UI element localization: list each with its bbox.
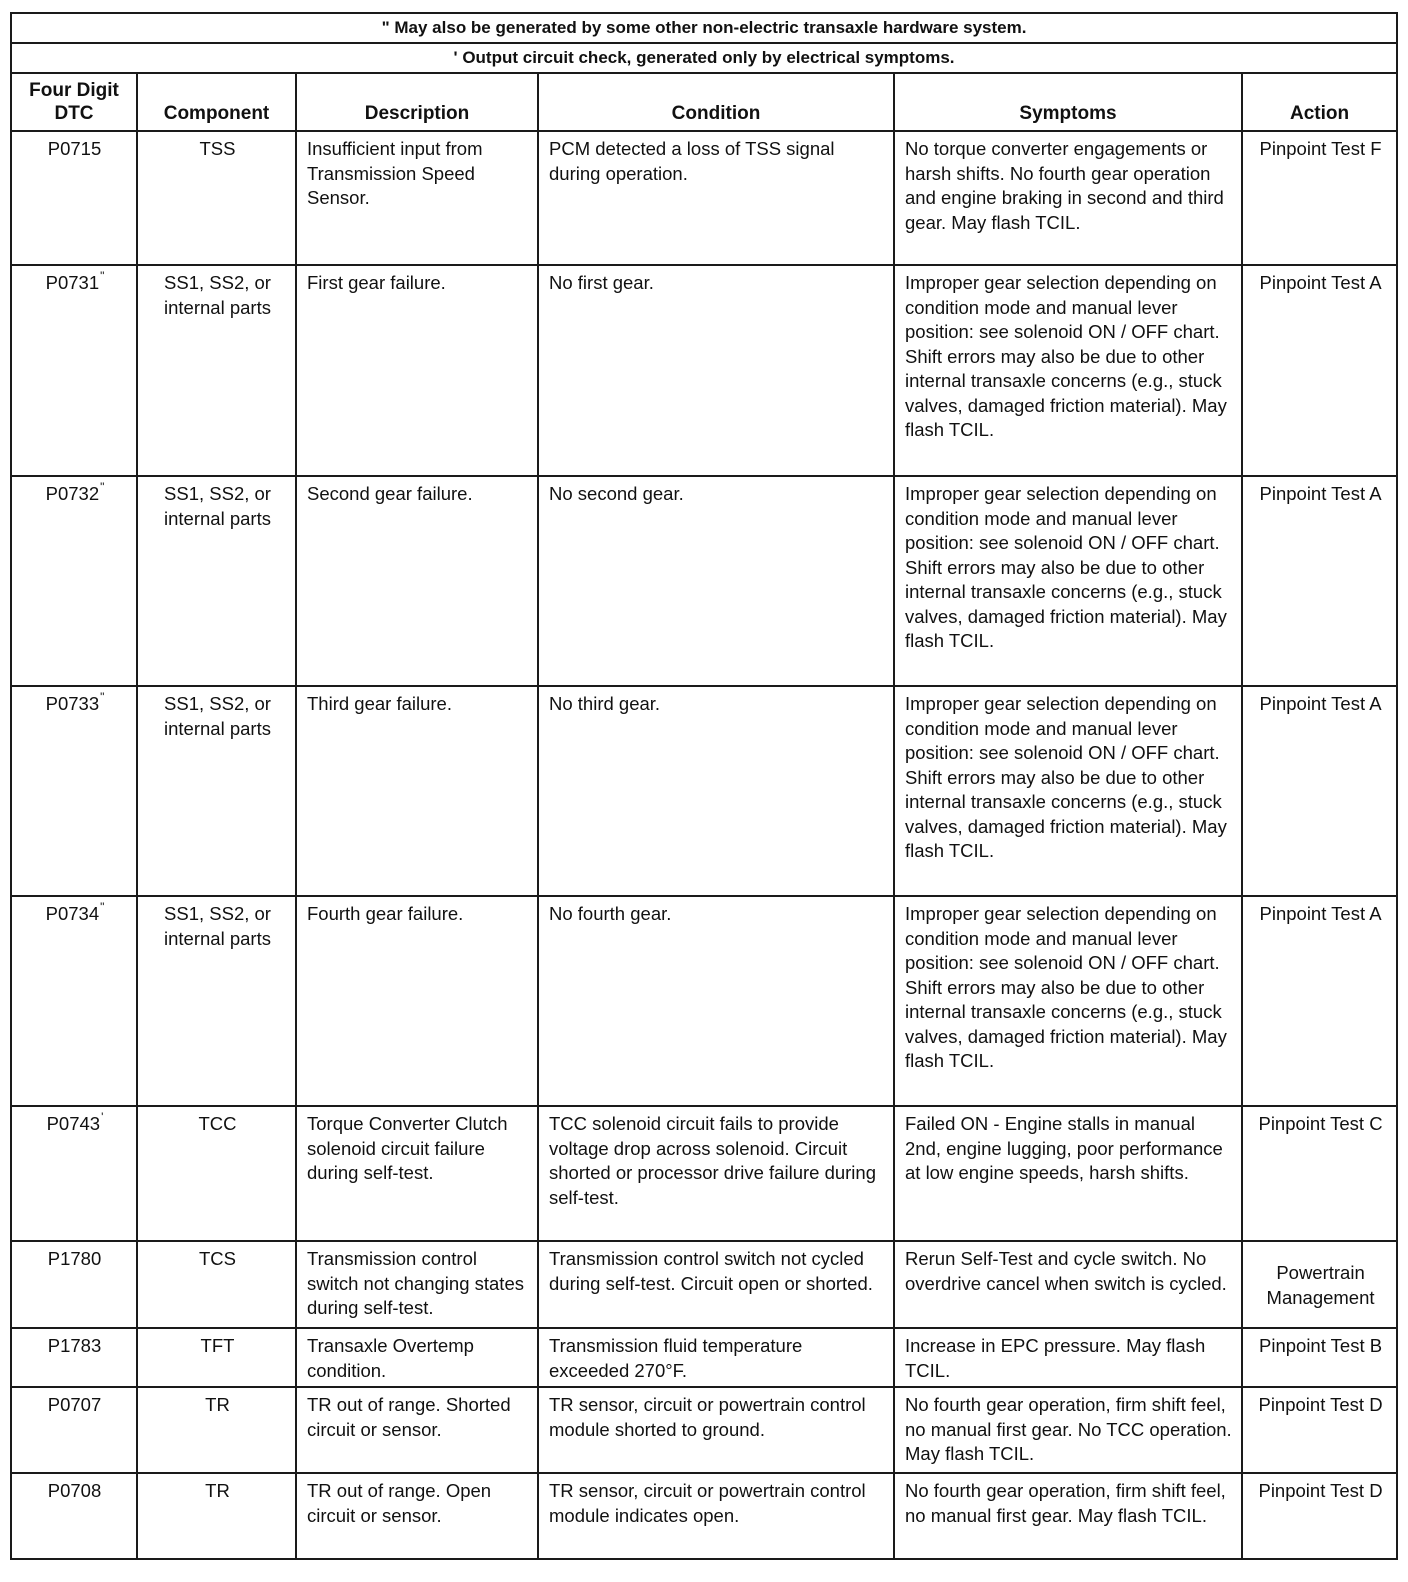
component-cell: TFT — [137, 1328, 296, 1387]
dtc-table-container — [10, 12, 1396, 1560]
description-cell: Third gear failure. — [296, 686, 538, 896]
action-cell: Pinpoint Test D — [1242, 1387, 1397, 1473]
dtc-code: P0708 — [47, 1480, 102, 1501]
dtc-cell — [11, 686, 137, 896]
action-cell: Pinpoint Test D — [1242, 1473, 1397, 1559]
dtc-code: P0715 — [47, 138, 102, 159]
action-cell: Pinpoint Test F — [1242, 131, 1397, 265]
header-action: Action — [1242, 73, 1397, 131]
dtc-cell — [11, 265, 137, 476]
dtc-cell — [11, 1473, 137, 1559]
action-cell: Pinpoint Test A — [1242, 896, 1397, 1106]
condition-cell: Transmission fluid temperature exceeded 270°F. — [538, 1328, 894, 1387]
condition-cell: TR sensor, circuit or powertrain control module shorted to ground. — [538, 1387, 894, 1473]
header-row — [11, 73, 1397, 131]
note-row-1 — [11, 13, 1397, 43]
component-cell: SS1, SS2, or internal parts — [137, 896, 296, 1106]
header-symptoms: Symptoms — [894, 73, 1242, 131]
dtc-mark: " — [100, 689, 105, 704]
note-electrical: ' Output circuit check, generated only by electrical symptoms. — [11, 43, 1397, 73]
description-cell: Insufficient input from Transmission Speed Sensor. — [296, 131, 538, 265]
action-cell: Pinpoint Test A — [1242, 476, 1397, 686]
header-condition: Condition — [538, 73, 894, 131]
dtc-cell — [11, 476, 137, 686]
table-row — [11, 1473, 1397, 1559]
component-cell: TR — [137, 1473, 296, 1559]
condition-cell: No third gear. — [538, 686, 894, 896]
dtc-cell — [11, 1387, 137, 1473]
action-cell: Pinpoint Test A — [1242, 265, 1397, 476]
action-cell: Pinpoint Test C — [1242, 1106, 1397, 1241]
dtc-cell — [11, 1241, 137, 1328]
dtc-code: P1780 — [47, 1248, 102, 1269]
condition-cell: PCM detected a loss of TSS signal during operation. — [538, 131, 894, 265]
action-cell: Pinpoint Test B — [1242, 1328, 1397, 1387]
symptoms-cell: Improper gear selection depending on condition mode and manual lever position: see solenoid ON / OFF chart. Shift errors may also be due to other internal transaxle concerns (e.g., stuck valves, damaged friction material). May flash TCIL. — [894, 265, 1242, 476]
table-row — [11, 131, 1397, 265]
dtc-code: P0707 — [47, 1394, 102, 1415]
header-dtc: Four Digit DTC — [11, 73, 137, 131]
header-description: Description — [296, 73, 538, 131]
table-row — [11, 1387, 1397, 1473]
condition-cell: TCC solenoid circuit fails to provide voltage drop across solenoid. Circuit shorted or processor drive failure during self-test. — [538, 1106, 894, 1241]
symptoms-cell: Improper gear selection depending on condition mode and manual lever position: see solenoid ON / OFF chart. Shift errors may also be due to other internal transaxle concerns (e.g., stuck valves, damaged friction material). May flash TCIL. — [894, 476, 1242, 686]
component-cell: SS1, SS2, or internal parts — [137, 265, 296, 476]
dtc-code: P1783 — [47, 1335, 102, 1356]
dtc-code: P0731 — [45, 272, 100, 293]
component-cell: SS1, SS2, or internal parts — [137, 686, 296, 896]
header-component: Component — [137, 73, 296, 131]
note-hardware: " May also be generated by some other non-electric transaxle hardware system. — [11, 13, 1397, 43]
component-cell: TSS — [137, 131, 296, 265]
symptoms-cell: Rerun Self-Test and cycle switch. No overdrive cancel when switch is cycled. — [894, 1241, 1242, 1328]
condition-cell: No fourth gear. — [538, 896, 894, 1106]
action-cell: Powertrain Management — [1242, 1241, 1397, 1328]
component-cell: TCC — [137, 1106, 296, 1241]
component-cell: TR — [137, 1387, 296, 1473]
dtc-cell — [11, 1106, 137, 1241]
description-cell: Transmission control switch not changing states during self-test. — [296, 1241, 538, 1328]
table-row — [11, 896, 1397, 1106]
action-cell: Pinpoint Test A — [1242, 686, 1397, 896]
dtc-mark: " — [100, 479, 105, 494]
symptoms-cell: Improper gear selection depending on condition mode and manual lever position: see solenoid ON / OFF chart. Shift errors may also be due to other internal transaxle concerns (e.g., stuck valves, damaged friction material). May flash TCIL. — [894, 686, 1242, 896]
condition-cell: No second gear. — [538, 476, 894, 686]
dtc-cell — [11, 131, 137, 265]
component-cell: TCS — [137, 1241, 296, 1328]
symptoms-cell: Improper gear selection depending on condition mode and manual lever position: see solenoid ON / OFF chart. Shift errors may also be due to other internal transaxle concerns (e.g., stuck valves, damaged friction material). May flash TCIL. — [894, 896, 1242, 1106]
dtc-cell — [11, 896, 137, 1106]
table-row — [11, 1328, 1397, 1387]
table-row — [11, 476, 1397, 686]
dtc-code: P0733 — [45, 693, 100, 714]
condition-cell: Transmission control switch not cycled during self-test. Circuit open or shorted. — [538, 1241, 894, 1328]
dtc-code: P0743 — [46, 1113, 101, 1134]
symptoms-cell: No torque converter engagements or harsh shifts. No fourth gear operation and engine braking in second and third gear. May flash TCIL. — [894, 131, 1242, 265]
table-row — [11, 686, 1397, 896]
symptoms-cell: Increase in EPC pressure. May flash TCIL. — [894, 1328, 1242, 1387]
dtc-mark: " — [100, 268, 105, 283]
table-row — [11, 1106, 1397, 1241]
symptoms-cell: No fourth gear operation, firm shift feel, no manual first gear. No TCC operation. May flash TCIL. — [894, 1387, 1242, 1473]
description-cell: TR out of range. Shorted circuit or sensor. — [296, 1387, 538, 1473]
description-cell: TR out of range. Open circuit or sensor. — [296, 1473, 538, 1559]
table-row — [11, 1241, 1397, 1328]
symptoms-cell: No fourth gear operation, firm shift feel, no manual first gear. May flash TCIL. — [894, 1473, 1242, 1559]
dtc-cell — [11, 1328, 137, 1387]
table-row — [11, 265, 1397, 476]
condition-cell: No first gear. — [538, 265, 894, 476]
dtc-mark: ' — [101, 1109, 104, 1124]
description-cell: Fourth gear failure. — [296, 896, 538, 1106]
dtc-code: P0732 — [45, 483, 100, 504]
dtc-table — [10, 12, 1398, 1560]
description-cell: Second gear failure. — [296, 476, 538, 686]
note-row-2 — [11, 43, 1397, 73]
dtc-mark: " — [100, 899, 105, 914]
description-cell: First gear failure. — [296, 265, 538, 476]
condition-cell: TR sensor, circuit or powertrain control module indicates open. — [538, 1473, 894, 1559]
symptoms-cell: Failed ON - Engine stalls in manual 2nd, engine lugging, poor performance at low engine speeds, harsh shifts. — [894, 1106, 1242, 1241]
description-cell: Transaxle Overtemp condition. — [296, 1328, 538, 1387]
dtc-code: P0734 — [45, 903, 100, 924]
component-cell: SS1, SS2, or internal parts — [137, 476, 296, 686]
description-cell: Torque Converter Clutch solenoid circuit failure during self-test. — [296, 1106, 538, 1241]
